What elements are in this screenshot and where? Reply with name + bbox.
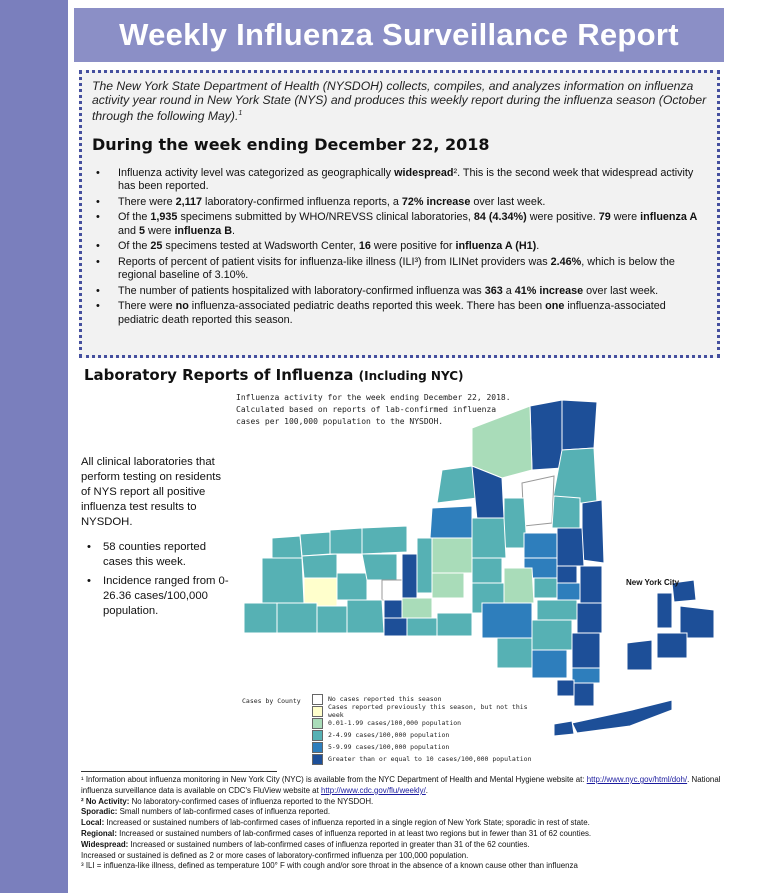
county-monroe xyxy=(330,528,362,554)
county-ontario xyxy=(362,554,397,580)
county-rockland xyxy=(557,680,574,696)
map-caption-line: Influenza activity for the week ending December 22, 2018. xyxy=(236,393,511,402)
county-sullivan xyxy=(497,638,532,668)
county-kings xyxy=(657,633,687,658)
county-fulton xyxy=(524,533,557,558)
bullet-wadsworth: • Of the 25 specimens tested at Wadsworth Center, 16 were positive for influenza A (H1). xyxy=(96,240,706,253)
footnotes xyxy=(81,775,741,872)
county-chautauqua xyxy=(244,603,277,633)
legend-swatch xyxy=(312,718,323,729)
county-jefferson xyxy=(437,466,477,503)
county-hamilton xyxy=(522,476,554,526)
legend-items xyxy=(312,693,532,765)
bullet-pediatric-deaths: • There were no influenza-associated pediatric deaths reported this week. There has been one influenza-associated pediatric death reported this season. xyxy=(96,300,706,327)
county-oswego xyxy=(430,506,472,538)
map-caption-line: cases per 100,000 population to the NYSDOH. xyxy=(236,417,444,426)
county-cortland xyxy=(432,573,464,598)
footnote-local: Local: Increased or sustained numbers of lab-confirmed cases of influenza reported in a single region of New York State; sporadic in rest of state. xyxy=(81,818,590,828)
footnote-widespread: Widespread: Increased or sustained numbers of lab-confirmed cases of influenza reported in greater than 31 of the 62 counties. xyxy=(81,839,530,849)
report-title: Weekly Influenza Surveillance Report xyxy=(119,17,679,52)
county-warren xyxy=(552,496,580,528)
county-livingston xyxy=(337,573,367,600)
county-steuben xyxy=(347,600,384,633)
county-wyoming xyxy=(304,578,337,606)
county-saratoga xyxy=(557,528,584,566)
bullet-ili: • Reports of percent of patient visits for influenza-like illness (ILI³) from ILINet providers was 2.46%, which is below the regional baseline of 3.10%. xyxy=(96,256,706,283)
county-orange xyxy=(532,650,567,678)
county-schuyler xyxy=(384,600,402,618)
county-orleans xyxy=(300,532,330,556)
legend-swatch xyxy=(312,706,323,717)
legend-item: 2-4.99 cases/100,000 population xyxy=(312,729,532,741)
footnote-1: ¹ Information about influenza monitoring in New York City (NYC) is available from the NYC Department of Health and Mental Hygiene website at: http://www.nyc.gov/html/doh/. National influenza surveillance data is available on CDC's FluView website at http://www.cdc.gov/flu/weekly/. xyxy=(81,775,721,795)
cdc-fluview-link[interactable]: http://www.cdc.gov/flu/weekly/ xyxy=(320,785,426,795)
footnote-divider xyxy=(81,771,277,772)
county-washington xyxy=(582,500,604,563)
county-schenectady xyxy=(557,566,577,583)
county-albany xyxy=(557,583,580,600)
county-clinton xyxy=(562,400,597,450)
county-tioga xyxy=(407,618,437,636)
county-erie xyxy=(262,558,304,603)
legend-swatch xyxy=(312,730,323,741)
county-niagara xyxy=(272,536,302,558)
lab-reports-heading: Laboratory Reports of Influenza (Including NYC) xyxy=(84,366,464,384)
legend-item: Cases reported previously this season, but not this week xyxy=(312,705,532,717)
county-dutchess xyxy=(572,633,600,668)
footnote-regional: Regional: Increased or sustained numbers of lab-confirmed cases of influenza reported in at least two regions but in fewer than 31 of 62 counties. xyxy=(81,828,592,838)
summary-bullets xyxy=(96,167,706,329)
list-item: • 58 counties reported cases this week. xyxy=(81,540,231,570)
map-caption-wrap xyxy=(236,392,536,428)
county-cayuga xyxy=(417,538,432,593)
intro-text: The New York State Department of Health (NYSDOH) collects, compiles, and analyzes information on influenza activity year round in New York State (NYS) and produces this weekly report during the influenza season (October through the following May). xyxy=(92,79,707,124)
lab-side-paragraph: All clinical laboratories that perform testing on residents of NYS report all positive influenza test results to NYSDOH. xyxy=(81,456,222,528)
county-rensselaer xyxy=(580,566,602,603)
county-otsego xyxy=(504,568,534,603)
nyc-doh-link[interactable]: http://www.nyc.gov/html/doh/ xyxy=(586,775,688,784)
legend-title: Cases by County xyxy=(242,697,301,705)
county-seneca xyxy=(402,554,417,598)
county-broome xyxy=(437,613,472,636)
county-schoharie xyxy=(534,578,557,598)
county-greene xyxy=(537,600,577,620)
legend-swatch xyxy=(312,754,323,765)
top-margin xyxy=(68,0,768,6)
county-oneida xyxy=(472,518,506,558)
intro-paragraph xyxy=(92,79,712,123)
county-tompkins xyxy=(402,598,432,618)
legend-item: 5-9.99 cases/100,000 population xyxy=(312,741,532,753)
county-madison xyxy=(472,558,502,583)
report-header xyxy=(74,8,724,62)
county-cattaraugus xyxy=(277,603,317,633)
intro-footnote-mark: 1 xyxy=(238,110,243,117)
county-allegany xyxy=(317,606,347,633)
county-new-york xyxy=(657,593,672,628)
county-columbia xyxy=(577,603,602,633)
county-genesee xyxy=(302,554,337,578)
footnote-no-activity: ² No Activity: No laboratory-confirmed cases of influenza reported to the NYSDOH. xyxy=(81,796,374,806)
nyc-inset-label: New York City xyxy=(626,578,680,587)
bullet-who-nrevss: • Of the 1,935 specimens submitted by WHO/NREVSS clinical laboratories, 84 (4.34%) were positive. 79 were influenza A and 5 were influenza B. xyxy=(96,211,706,238)
lab-side-text xyxy=(81,455,231,623)
list-item: • Incidence ranged from 0-26.36 cases/100,000 population. xyxy=(81,574,231,619)
weekly-summary-box xyxy=(79,70,720,358)
legend-swatch xyxy=(312,742,323,753)
county-richmond xyxy=(627,640,652,670)
bullet-lab-reports: • There were 2,117 laboratory-confirmed influenza reports, a 72% increase over last week. xyxy=(96,196,706,209)
county-onondaga xyxy=(430,538,472,573)
bullet-activity-level: • Influenza activity level was categorized as geographically widespread². This is the second week that widespread activity has been reported. xyxy=(96,167,706,194)
footnote-sporadic: Sporadic: Small numbers of lab-confirmed cases of influenza reported. xyxy=(81,807,331,817)
footnote-ili: ³ ILI = influenza-like illness, defined as temperature 100° F with cough and/or sore throat in the absence of a known cause other than influenza xyxy=(81,861,578,871)
left-accent-bar xyxy=(0,0,68,893)
county-nassau xyxy=(554,721,574,736)
legend-item: No cases reported this season xyxy=(312,693,532,705)
county-delaware xyxy=(482,603,532,638)
legend-item: 0.01-1.99 cases/100,000 population xyxy=(312,717,532,729)
legend-swatch xyxy=(312,694,323,705)
bullet-hospitalized: • The number of patients hospitalized with laboratory-confirmed influenza was 363 a 41% increase over last week. xyxy=(96,285,706,298)
county-ulster xyxy=(532,620,572,650)
legend-item: Greater than or equal to 10 cases/100,000 population xyxy=(312,753,532,765)
county-yates xyxy=(382,580,402,600)
map-caption-line: Calculated based on reports of lab-confirmed influenza xyxy=(236,405,497,414)
county-westchester xyxy=(574,683,594,706)
county-wayne xyxy=(362,526,407,554)
footnote-sustained: Increased or sustained is defined as 2 or more cases of laboratory-confirmed influenza per 100,000 population. xyxy=(81,850,469,860)
county-chemung xyxy=(384,618,407,636)
county-putnam xyxy=(572,668,600,683)
lab-side-bullets xyxy=(81,540,231,619)
week-heading: During the week ending December 22, 2018 xyxy=(92,135,490,154)
